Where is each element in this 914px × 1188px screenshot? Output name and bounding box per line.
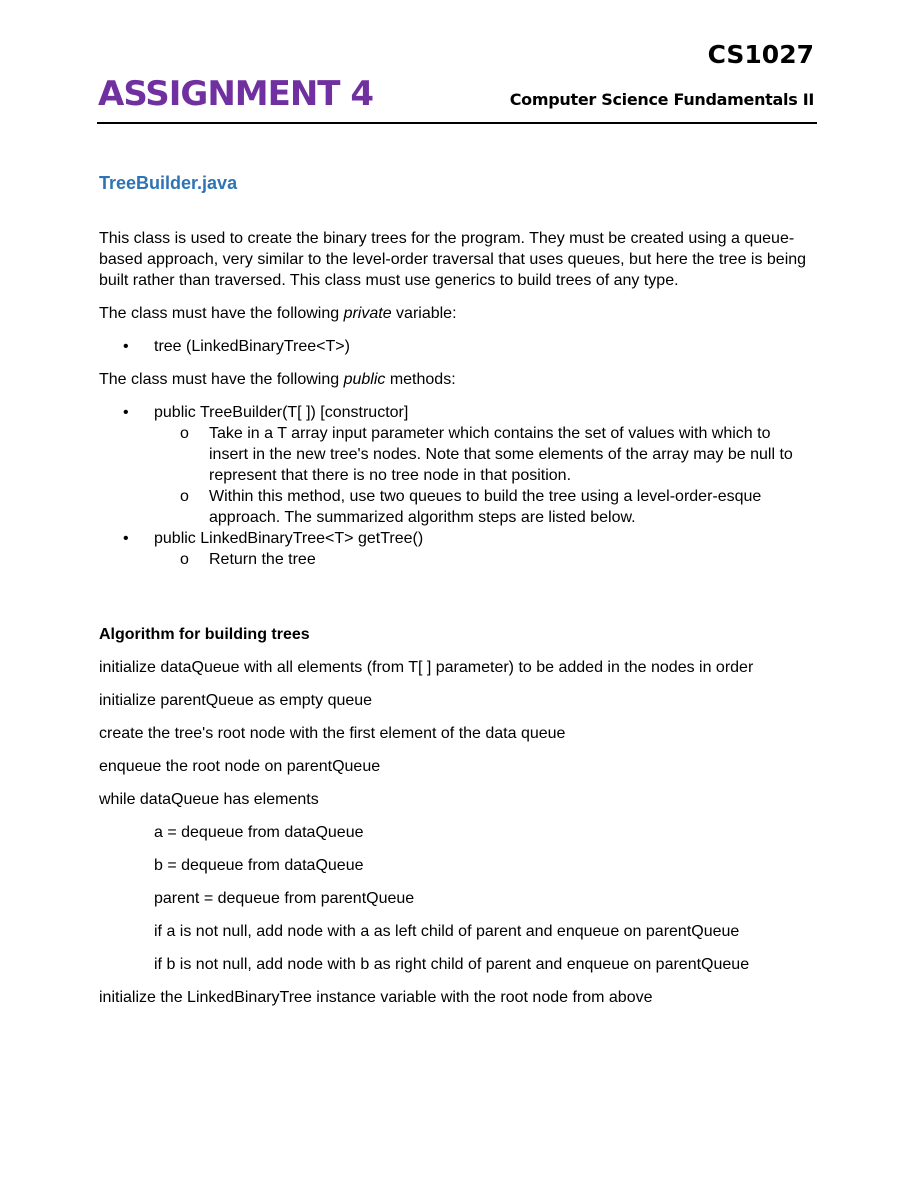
algorithm-line: initialize the LinkedBinaryTree instance variable with the root node from above: [99, 989, 653, 1006]
private-intro-post: variable:: [391, 305, 457, 322]
list-item: [154, 486, 814, 528]
bullet-icon: •: [123, 404, 129, 421]
private-intro-pre: The class must have the following: [99, 305, 344, 322]
method-item: [99, 402, 814, 528]
algorithm-line: if b is not null, add node with b as right child of parent and enqueue on parentQueue: [154, 956, 750, 973]
course-code: CS1027: [707, 40, 814, 69]
assignment-title: ASSIGNMENT 4: [98, 74, 373, 114]
private-vars-list: [99, 336, 814, 357]
section-title: TreeBuilder.java: [99, 173, 238, 193]
algorithm-line: if a is not null, add node with a as left child of parent and enqueue on parentQueue: [154, 923, 740, 940]
method-signature: public TreeBuilder(T[ ]) [constructor]: [154, 404, 409, 421]
public-intro-pre: The class must have the following: [99, 371, 344, 388]
public-intro-em: public: [343, 371, 386, 388]
algorithm-line: initialize parentQueue as empty queue: [99, 692, 373, 709]
private-intro: [99, 303, 814, 324]
method-signature: public LinkedBinaryTree<T> getTree(): [154, 530, 424, 547]
header-divider: [97, 122, 817, 124]
private-var-text: tree (LinkedBinaryTree<T>): [154, 338, 350, 355]
document-body: [99, 172, 814, 1020]
public-intro-post: methods:: [385, 371, 456, 388]
method-details: [154, 423, 814, 528]
intro-paragraph: This class is used to create the binary trees for the program. They must be created using a queue-based approach, very similar to the level-order traversal that uses queues, but here the tree is being built rather than traversed. This class must use generics to build trees of any type.: [99, 230, 807, 289]
bullet-icon: •: [123, 338, 129, 355]
sub-bullet-icon: o: [180, 551, 189, 568]
public-intro: [99, 369, 814, 390]
list-item: [154, 549, 814, 570]
course-name: Computer Science Fundamentals II: [509, 90, 814, 109]
algorithm-title: Algorithm for building trees: [99, 626, 310, 643]
algorithm-line: initialize dataQueue with all elements (from T[ ] parameter) to be added in the nodes in order: [99, 659, 754, 676]
list-item: [154, 423, 814, 486]
method-details: [154, 549, 814, 570]
algorithm-line: while dataQueue has elements: [99, 791, 319, 808]
list-item: [99, 336, 814, 357]
bullet-icon: •: [123, 530, 129, 547]
sub-bullet-icon: o: [180, 425, 189, 442]
sub-bullet-icon: o: [180, 488, 189, 505]
algorithm-line: b = dequeue from dataQueue: [154, 857, 364, 874]
methods-list: [99, 402, 814, 570]
method-detail: Take in a T array input parameter which contains the set of values with which to insert in the new tree's nodes. Note that some elements of the array may be null to represent that there is no tree node in that position.: [209, 425, 793, 484]
algorithm-line: create the tree's root node with the first element of the data queue: [99, 725, 566, 742]
algorithm-line: parent = dequeue from parentQueue: [154, 890, 415, 907]
method-detail: Within this method, use two queues to build the tree using a level-order-esque approach. The summarized algorithm steps are listed below.: [209, 488, 762, 526]
algorithm-line: enqueue the root node on parentQueue: [99, 758, 381, 775]
algorithm-line: a = dequeue from dataQueue: [154, 824, 364, 841]
method-detail: Return the tree: [209, 551, 316, 568]
method-item: [99, 528, 814, 570]
private-intro-em: private: [343, 305, 392, 322]
